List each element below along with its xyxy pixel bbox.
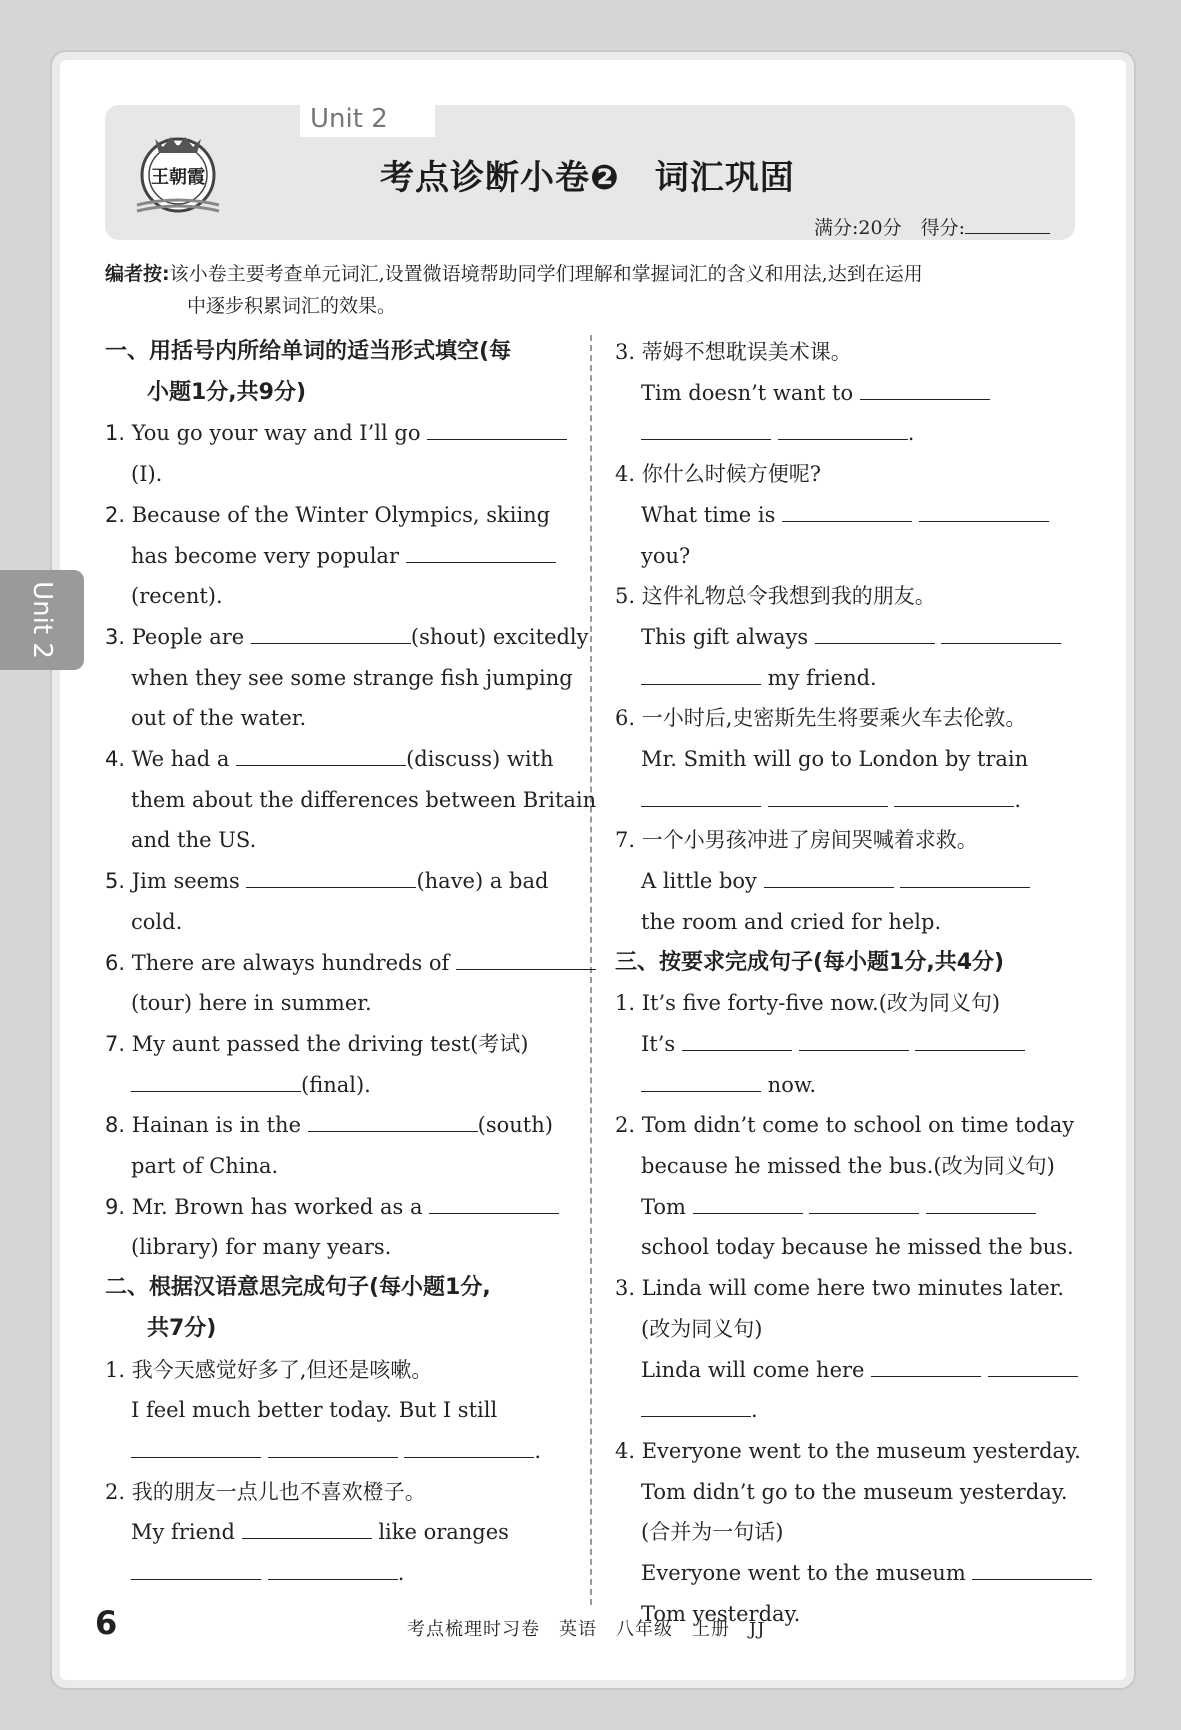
s3-q2: 2. Tom didn’t come to school on time today: [615, 1113, 1075, 1138]
page-title: 考点诊断小卷❷ 词汇巩固: [380, 158, 795, 198]
score-line: [814, 213, 1050, 240]
editor-note-label: 编者按:: [105, 263, 170, 285]
s2-q6-cn: 6. 一小时后,史密斯先生将要乘火车去伦敦。: [615, 706, 1027, 731]
answer-blank[interactable]: [308, 1109, 478, 1132]
answer-blank[interactable]: [871, 1354, 981, 1377]
answer-blank[interactable]: [641, 662, 761, 685]
answer-blank[interactable]: [988, 1354, 1078, 1377]
logo-text: 王朝霞: [151, 167, 205, 188]
score-blank[interactable]: [965, 217, 1050, 234]
editor-note: [105, 258, 1075, 322]
answer-blank[interactable]: [641, 1069, 761, 1092]
s3-q2-cont: because he missed the bus.(改为同义句): [641, 1154, 1055, 1179]
s1-q4: 4. We had a (discuss) with: [105, 739, 565, 780]
s3-q1-end: now.: [615, 1065, 1075, 1106]
section1-title-cont: 小题1分,共9分): [147, 379, 307, 405]
s1-q5-cont: cold.: [131, 909, 183, 934]
s1-q4-cont2: and the US.: [131, 828, 257, 853]
answer-blank[interactable]: [919, 499, 1049, 522]
answer-blank[interactable]: [641, 417, 771, 440]
s1-q3-cont2: out of the water.: [131, 706, 307, 731]
s1-q6-cont: (tour) here in summer.: [131, 991, 372, 1016]
s1-q2-cont: has become very popular: [105, 536, 565, 577]
answer-blank[interactable]: [778, 417, 908, 440]
s3-q4: 4. Everyone went to the museum yesterday.: [615, 1438, 1081, 1463]
page-number: 6: [95, 1604, 118, 1642]
score-label: 满分:20分 得分:: [814, 217, 965, 239]
s1-q9: 9. Mr. Brown has worked as a: [105, 1187, 565, 1228]
s3-q4-end: Tom yesterday.: [641, 1601, 801, 1626]
answer-blank[interactable]: [404, 1435, 534, 1458]
s1-q2-cont2: (recent).: [131, 584, 223, 609]
answer-blank[interactable]: [131, 1069, 301, 1092]
answer-blank[interactable]: [682, 1028, 792, 1051]
s2-q7-en: A little boy: [615, 861, 1075, 902]
s2-q5-en: This gift always: [615, 617, 1075, 658]
s3-q1: 1. It’s five forty-five now.(改为同义句): [615, 991, 1001, 1016]
section3-title: 三、按要求完成句子(每小题1分,共4分): [615, 949, 1005, 975]
answer-blank[interactable]: [131, 1435, 261, 1458]
answer-blank[interactable]: [406, 540, 556, 563]
answer-blank[interactable]: [246, 865, 416, 888]
s2-q2-blanks: .: [105, 1553, 565, 1594]
s1-q5: 5. Jim seems (have) a bad: [105, 861, 565, 902]
side-unit-tab: [0, 570, 84, 670]
s2-q1-blanks: .: [105, 1431, 565, 1472]
s1-q2: 2. Because of the Winter Olympics, skiing: [105, 502, 551, 527]
s3-q2-answer: Tom: [615, 1187, 1075, 1228]
s2-q4-cn: 4. 你什么时候方便呢?: [615, 462, 821, 487]
s1-q8-cont: part of China.: [131, 1154, 279, 1179]
s3-q2-end: school today because he missed the bus.: [641, 1235, 1074, 1260]
s1-q6: 6. There are always hundreds of: [105, 943, 565, 984]
unit-label: Unit 2: [300, 101, 435, 137]
s2-q2-en: My friend like oranges: [105, 1512, 565, 1553]
footer: [95, 1604, 1075, 1650]
s3-q1-answer: It’s: [615, 1024, 1075, 1065]
answer-blank[interactable]: [429, 1191, 559, 1214]
answer-blank[interactable]: [894, 784, 1014, 807]
answer-blank[interactable]: [268, 1435, 398, 1458]
s3-q3: 3. Linda will come here two minutes later.: [615, 1276, 1065, 1301]
s1-q7-cont: (final).: [105, 1065, 565, 1106]
answer-blank[interactable]: [815, 621, 935, 644]
s2-q3-blank: .: [615, 413, 1075, 454]
s2-q4-end: you?: [641, 543, 691, 568]
footer-text: 考点梳理时习卷 英语 八年级 上册 JJ: [407, 1619, 766, 1640]
s2-q5-end: my friend.: [615, 658, 1075, 699]
s2-q4-en: What time is: [615, 495, 1075, 536]
answer-blank[interactable]: [799, 1028, 909, 1051]
column-divider: [590, 335, 592, 1605]
s1-q4-cont: them about the differences between Britain: [131, 787, 597, 812]
s1-q8: 8. Hainan is in the (south): [105, 1105, 565, 1146]
answer-blank[interactable]: [782, 499, 912, 522]
header-banner: [105, 105, 1075, 240]
answer-blank[interactable]: [915, 1028, 1025, 1051]
answer-blank[interactable]: [768, 784, 888, 807]
answer-blank[interactable]: [972, 1557, 1092, 1580]
side-tab-label: Unit 2: [26, 581, 57, 659]
section1-title: 一、用括号内所给单词的适当形式填空(每: [105, 339, 512, 364]
s1-q3-cont: when they see some strange fish jumping: [131, 665, 573, 690]
answer-blank[interactable]: [242, 1516, 372, 1539]
s2-q6-en: Mr. Smith will go to London by train: [641, 747, 1029, 772]
answer-blank[interactable]: [236, 743, 406, 766]
answer-blank[interactable]: [427, 417, 567, 440]
s3-q4-cont: Tom didn’t go to the museum yesterday.: [641, 1479, 1068, 1504]
answer-blank[interactable]: [641, 784, 761, 807]
s1-q1-cont: (I).: [131, 462, 163, 487]
s2-q1-cn: 1. 我今天感觉好多了,但还是咳嗽。: [105, 1357, 433, 1382]
answer-blank[interactable]: [251, 621, 411, 644]
answer-blank[interactable]: [268, 1557, 398, 1580]
answer-blank[interactable]: [456, 947, 596, 970]
s3-q3-cont: (改为同义句): [641, 1316, 763, 1341]
s1-q9-cont: (library) for many years.: [131, 1235, 392, 1260]
section2-title: 二、根据汉语意思完成句子(每小题1分,: [105, 1275, 491, 1301]
answer-blank[interactable]: [809, 1191, 919, 1214]
answer-blank[interactable]: [941, 621, 1061, 644]
answer-blank[interactable]: [860, 377, 990, 400]
s2-q7-end: the room and cried for help.: [641, 909, 942, 934]
s1-q1: 1. You go your way and I’ll go: [105, 413, 565, 454]
editor-note-line1: 该小卷主要考查单元词汇,设置微语境帮助同学们理解和掌握词汇的含义和用法,达到在运用: [169, 263, 923, 285]
s3-q4-cont2: (合并为一句话): [641, 1520, 784, 1545]
answer-blank[interactable]: [131, 1557, 261, 1580]
s2-q3-cn: 3. 蒂姆不想耽误美术课。: [615, 340, 852, 364]
s2-q3-en: Tim doesn’t want to: [615, 373, 1075, 414]
editor-note-line2: 中逐步积累词汇的效果。: [187, 295, 397, 317]
answer-blank[interactable]: [641, 1394, 751, 1417]
s2-q2-cn: 2. 我的朋友一点儿也不喜欢橙子。: [105, 1479, 426, 1504]
left-column: [105, 332, 597, 1594]
answer-blank[interactable]: [693, 1191, 803, 1214]
s1-q3: 3. People are (shout) excitedly: [105, 617, 565, 658]
s3-q4-answer: Everyone went to the museum: [615, 1553, 1075, 1594]
section2-title-cont: 共7分): [147, 1315, 217, 1341]
s1-q7: 7. My aunt passed the driving test(考试): [105, 1031, 529, 1056]
s3-q3-answer: Linda will come here: [615, 1350, 1075, 1391]
answer-blank[interactable]: [900, 865, 1030, 888]
publisher-logo-icon: [133, 125, 223, 215]
answer-blank[interactable]: [926, 1191, 1036, 1214]
right-column: [615, 332, 1081, 1635]
s2-q6-blanks: .: [615, 780, 1075, 821]
s2-q7-cn: 7. 一个小男孩冲进了房间哭喊着求救。: [615, 828, 978, 853]
answer-blank[interactable]: [764, 865, 894, 888]
s3-q3-end: .: [615, 1390, 1075, 1431]
s2-q1-en: I feel much better today. But I still: [131, 1398, 498, 1423]
s2-q5-cn: 5. 这件礼物总令我想到我的朋友。: [615, 584, 936, 609]
